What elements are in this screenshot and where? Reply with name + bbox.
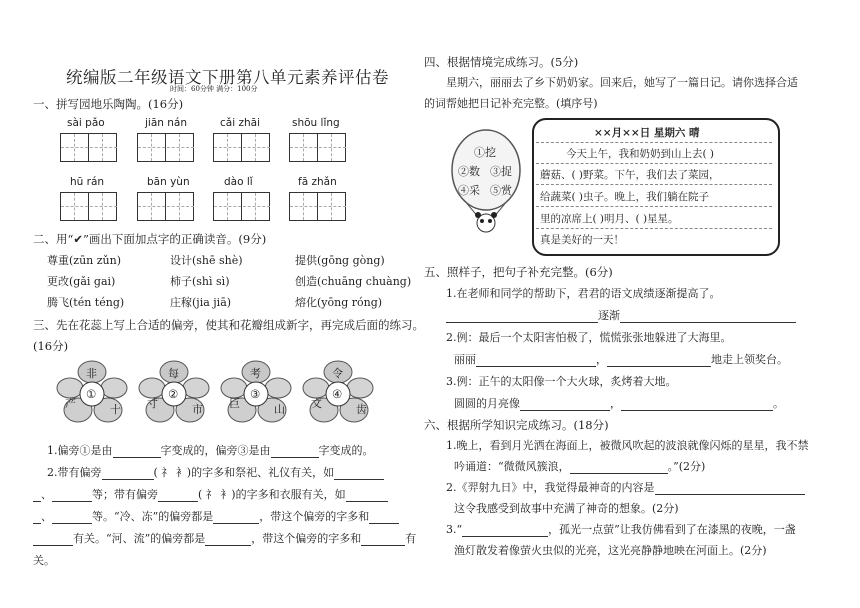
flower-center[interactable]: ② (168, 387, 179, 401)
q6-item: 3.“ ，孤光一点萤”让我仿佛看到了在漆黑的夜晚，一盏 (446, 523, 796, 536)
reading-choice[interactable]: 柿子(shì sì) (170, 275, 230, 288)
q4-prompt: 的词帮她把日记补充完整。(填序号) (424, 97, 598, 110)
q6-item: 吟诵道：“微微风簇浪， 。”(2分) (454, 460, 706, 473)
page-title: 统编版二年级语文下册第八单元素养评估卷 (66, 68, 389, 87)
petal-char: 文 (311, 397, 322, 410)
petal-char: 寸 (147, 397, 158, 410)
writing-box[interactable] (60, 133, 117, 162)
answer-blank[interactable] (205, 533, 251, 546)
answer-blank[interactable] (361, 533, 405, 546)
q3-line4: 、 等。“冷、冻”的偏旁都是 ，带这个偏旁的字多和 (33, 510, 399, 524)
word-option[interactable]: ①挖 (474, 146, 496, 159)
diary-rule (536, 184, 772, 185)
answer-blank[interactable] (621, 398, 773, 411)
petal-char: 产 (65, 397, 76, 410)
answer-blank[interactable] (520, 398, 610, 411)
page-subtitle: 时间：60分钟 满分：100分 (170, 85, 258, 93)
petal-char: 令 (332, 367, 343, 380)
q5-example: 2.例：最后一个太阳害怕极了，慌慌张张地躲进了大海里。 (446, 331, 732, 344)
q6-item: 2.《羿射九日》中，我觉得最神奇的内容是 (446, 481, 805, 495)
petal-char: 市 (192, 403, 203, 416)
writing-box[interactable] (289, 192, 346, 221)
pinyin-label: jiān nán (145, 117, 188, 129)
answer-blank[interactable] (570, 461, 668, 474)
answer-blank[interactable] (271, 445, 319, 458)
petal-char: 每 (168, 367, 179, 380)
q1-heading: 一、拼写园地乐陶陶。(16分) (33, 97, 184, 111)
q3-line5: 有关。“河、流”的偏旁都是 ，带这个偏旁的字多和 有 (33, 532, 416, 546)
q3-line6: 关。 (33, 554, 55, 567)
writing-box[interactable] (137, 192, 194, 221)
reading-choice[interactable]: 庄稼(jia jiā) (170, 296, 232, 309)
answer-blank[interactable] (52, 489, 92, 502)
reading-choice[interactable]: 更改(gǎi gai) (47, 275, 116, 288)
answer-blank[interactable] (158, 489, 198, 502)
answer-blank[interactable] (607, 354, 711, 367)
answer-blank[interactable] (33, 489, 41, 502)
diary-rule (536, 163, 772, 164)
pinyin-label: bān yùn (147, 176, 190, 188)
q5-example: 1.在老师和同学的帮助下，君君的语文成绩逐渐提高了。 (446, 287, 721, 300)
answer-blank[interactable] (334, 467, 384, 480)
q3-heading: 三、先在花蕊上写上合适的偏旁，使其和花瓣组成新字，再完成后面的练习。 (33, 318, 424, 332)
pinyin-label: fā zhǎn (298, 176, 337, 188)
diary-rule (536, 142, 772, 143)
reading-choice[interactable]: 提供(gōng gòng) (295, 254, 385, 267)
answer-blank[interactable] (113, 445, 161, 458)
reading-choice[interactable]: 熔化(yōng róng) (295, 296, 383, 309)
answer-blank[interactable] (462, 524, 548, 537)
petal-char: 巨 (229, 397, 240, 410)
writing-box[interactable] (137, 133, 194, 162)
flower-center[interactable]: ④ (332, 387, 343, 401)
diary-date: ××月××日 星期六 晴 (594, 127, 700, 139)
pinyin-label: cǎi zhāi (220, 117, 260, 129)
answer-blank[interactable] (213, 511, 259, 524)
petal-char: 非 (86, 367, 97, 380)
q3-line2: 2.带有偏旁 ( 礻 衤)的字多和祭祀、礼仪有关，如 (47, 466, 384, 480)
diary-rule (536, 228, 772, 229)
diary-line: 给蔬菜( )虫子。晚上，我们躺在院子 (540, 191, 710, 203)
answer-blank[interactable] (369, 511, 399, 524)
q5-answer-line: 逐渐 (446, 309, 796, 323)
word-option[interactable]: ②数 (458, 165, 480, 178)
reading-choice[interactable]: 创造(chuāng chuàng) (295, 275, 412, 288)
reading-choice[interactable]: 腾飞(tén téng) (47, 296, 125, 309)
reading-choice[interactable]: 尊重(zūn zǔn) (47, 254, 122, 267)
answer-blank[interactable] (346, 489, 388, 502)
q2-heading: 二、用“✔”画出下面加点字的正确读音。(9分) (33, 232, 267, 246)
answer-blank[interactable] (102, 467, 154, 480)
pinyin-label: dào lǐ (224, 176, 253, 188)
petal-char: 十 (110, 403, 121, 416)
answer-blank[interactable] (655, 482, 805, 495)
answer-blank[interactable] (620, 310, 796, 323)
q5-answer-line: 丽丽 ， 地走上领奖台。 (454, 353, 788, 366)
q6-heading: 六、根据所学知识完成练习。(18分) (424, 418, 609, 432)
diary-rule (536, 206, 772, 207)
word-option[interactable]: ③捉 (490, 165, 512, 178)
pinyin-label: sài pǎo (67, 117, 105, 129)
q4-heading: 四、根据情境完成练习。(5分) (424, 55, 579, 69)
pinyin-label: shōu lǐng (292, 117, 340, 129)
answer-blank[interactable] (476, 354, 596, 367)
diary-line: 今天上午，我和奶奶到山上去( ) (566, 148, 715, 160)
diary-line: 里的凉席上( )明月、( )星星。 (540, 213, 679, 225)
word-option[interactable]: ⑤赏 (490, 184, 512, 197)
diary-line: 蘑菇、( )野菜。下午，我们去了菜园， (540, 169, 720, 181)
q3-line3: 、 等；带有偏旁 ( 礻 衤)的字多和衣服有关，如 (33, 488, 388, 502)
petal-char: 考 (250, 367, 261, 380)
q5-answer-line: 圆圆的月亮像 ， 。 (454, 397, 784, 410)
q5-heading: 五、照样子，把句子补充完整。(6分) (424, 265, 613, 279)
writing-box[interactable] (213, 192, 270, 221)
flower-center[interactable]: ③ (250, 387, 261, 401)
answer-blank[interactable] (446, 310, 598, 323)
q4-prompt: 星期六，丽丽去了乡下奶奶家。回来后，她写了一篇日记。请你选择合适 (446, 76, 798, 89)
q6-item: 渔灯散发着像萤火虫似的光亮，这光亮静静地映在河面上。(2分) (454, 544, 767, 557)
word-option[interactable]: ④采 (458, 184, 480, 197)
diary-line: 真是美好的一天！ (540, 234, 624, 246)
answer-blank[interactable] (33, 533, 73, 546)
hot-air-balloon-icon (446, 128, 526, 236)
pinyin-label: hū rán (70, 176, 105, 188)
answer-blank[interactable] (33, 511, 41, 524)
q5-example: 3.例：正午的太阳像一个大火球，炙烤着大地。 (446, 375, 677, 388)
q6-item: 1.晚上，看到月光洒在海面上，被微风吹起的波浪就像闪烁的星星，我不禁 (446, 439, 809, 452)
answer-blank[interactable] (52, 511, 92, 524)
reading-choice[interactable]: 设计(shē shè) (170, 254, 243, 267)
q3-score: (16分) (33, 339, 69, 353)
q6-item: 这令我感受到故事中充满了神奇的想象。(2分) (454, 502, 679, 515)
petal-char: 齿 (356, 403, 367, 416)
writing-box[interactable] (60, 192, 117, 221)
q3-line1: 1.偏旁①是由 字变成的，偏旁③是由 字变成的。 (47, 444, 374, 457)
writing-box[interactable] (213, 133, 270, 162)
petal-char: 山 (274, 403, 285, 416)
writing-box[interactable] (289, 133, 346, 162)
flower-center[interactable]: ① (86, 387, 97, 401)
